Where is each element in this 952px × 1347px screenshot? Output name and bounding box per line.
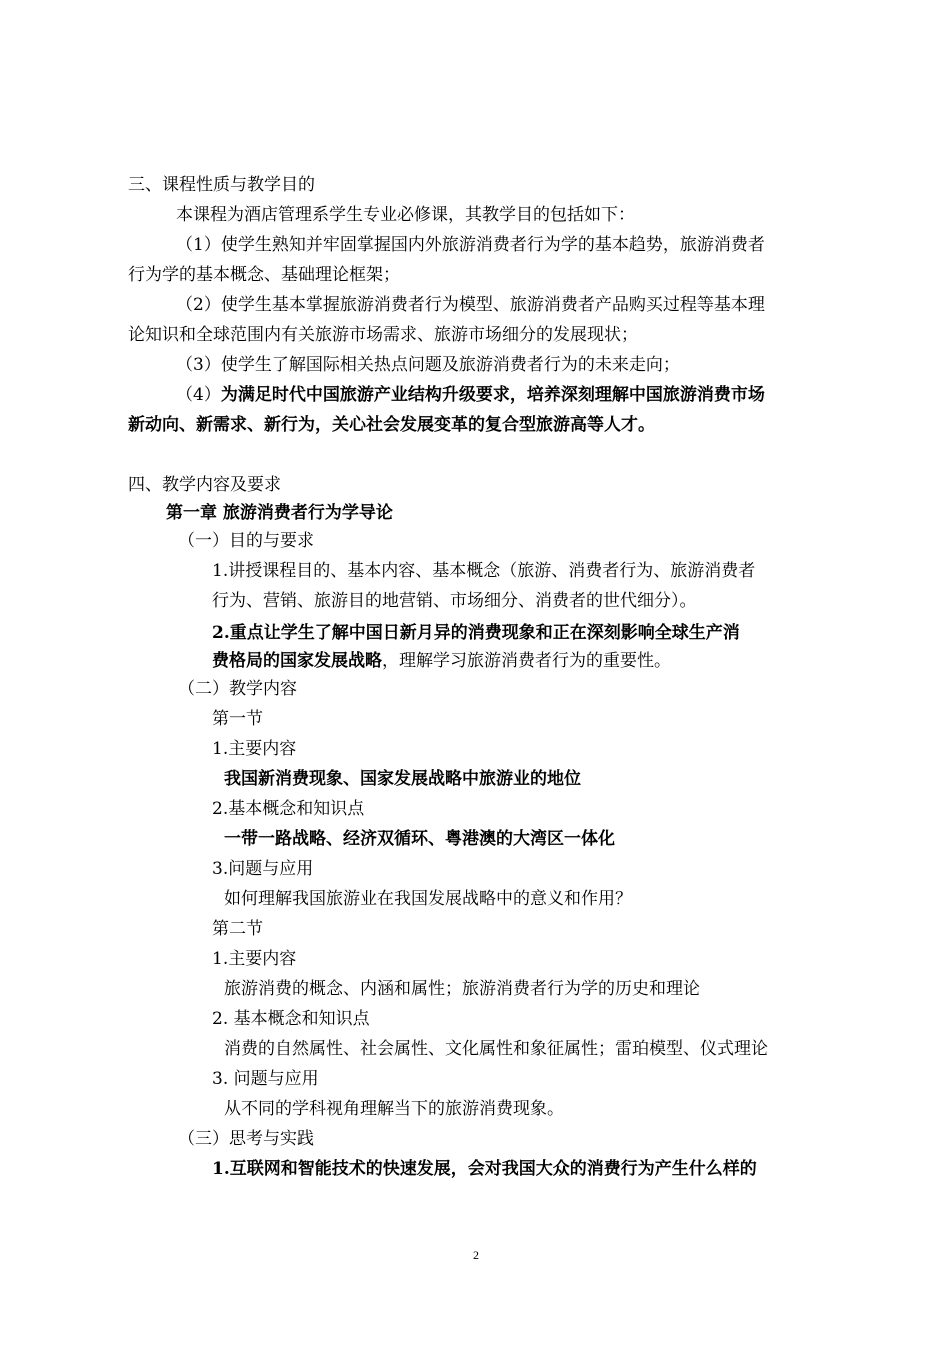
section-1-main-content: 我国新消费现象、国家发展战略中旅游业的地位 [224, 769, 581, 789]
objective-4-prefix: （4） [176, 385, 221, 405]
section-1-question-title: 3.问题与应用 [212, 859, 314, 879]
practice-1: 1.互联网和智能技术的快速发展，会对我国大众的消费行为产生什么样的 [212, 1159, 757, 1179]
section-2-main-title: 1.主要内容 [212, 949, 297, 969]
requirement-1-line-1: 1.讲授课程目的、基本内容、基本概念（旅游、消费者行为、旅游消费者 [212, 561, 756, 581]
objective-4-line-1 [176, 380, 765, 410]
requirement-2-line-2 [212, 646, 671, 676]
section-1-main-title: 1.主要内容 [212, 739, 297, 759]
page-number: 2 [473, 1248, 479, 1262]
section-3-intro: 本课程为酒店管理系学生专业必修课，其教学目的包括如下： [176, 205, 635, 225]
section-2-heading: 第二节 [212, 919, 263, 939]
section-2-concept-title: 2. 基本概念和知识点 [212, 1009, 370, 1029]
section-4-title: 四、教学内容及要求 [128, 475, 281, 495]
section-2-question-content: 从不同的学科视角理解当下的旅游消费现象。 [224, 1099, 564, 1119]
objective-2-line-2: 论知识和全球范围内有关旅游市场需求、旅游市场细分的发展现状； [128, 325, 638, 345]
part-1-title: （一）目的与要求 [178, 531, 314, 551]
section-1-concept-content: 一带一路战略、经济双循环、粤港澳的大湾区一体化 [224, 829, 615, 849]
part-2-title: （二）教学内容 [178, 679, 297, 699]
objective-1-line-2: 行为学的基本概念、基础理论框架； [128, 265, 400, 285]
objective-1-line-1: （1）使学生熟知并牢固掌握国内外旅游消费者行为学的基本趋势，旅游消费者 [176, 235, 765, 255]
requirement-2-bold: 费格局的国家发展战略 [212, 651, 382, 671]
section-2-question-title: 3. 问题与应用 [212, 1069, 319, 1089]
section-2-concept-content: 消费的自然属性、社会属性、文化属性和象征属性；雷珀模型、仪式理论 [224, 1039, 768, 1059]
objective-4-text: 为满足时代中国旅游产业结构升级要求，培养深刻理解中国旅游消费市场 [220, 385, 765, 405]
section-2-main-content: 旅游消费的概念、内涵和属性；旅游消费者行为学的历史和理论 [224, 979, 700, 999]
section-3-title: 三、课程性质与教学目的 [128, 175, 315, 195]
section-1-heading: 第一节 [212, 709, 263, 729]
part-3-title: （三）思考与实践 [178, 1129, 314, 1149]
objective-2-line-1: （2）使学生基本掌握旅游消费者行为模型、旅游消费者产品购买过程等基本理 [176, 295, 765, 315]
section-1-question-content: 如何理解我国旅游业在我国发展战略中的意义和作用？ [224, 889, 632, 909]
requirement-2-rest: ，理解学习旅游消费者行为的重要性。 [382, 651, 671, 671]
requirement-2-line-1: 2.重点让学生了解中国日新月异的消费现象和正在深刻影响全球生产消 [212, 623, 740, 643]
objective-3: （3）使学生了解国际相关热点问题及旅游消费者行为的未来走向； [176, 355, 680, 375]
section-1-concept-title: 2.基本概念和知识点 [212, 799, 365, 819]
requirement-1-line-2: 行为、营销、旅游目的地营销、市场细分、消费者的世代细分）。 [212, 591, 697, 611]
chapter-1-title: 第一章 旅游消费者行为学导论 [166, 503, 393, 523]
objective-4-line-2: 新动向、新需求、新行为，关心社会发展变革的复合型旅游高等人才。 [128, 415, 655, 435]
